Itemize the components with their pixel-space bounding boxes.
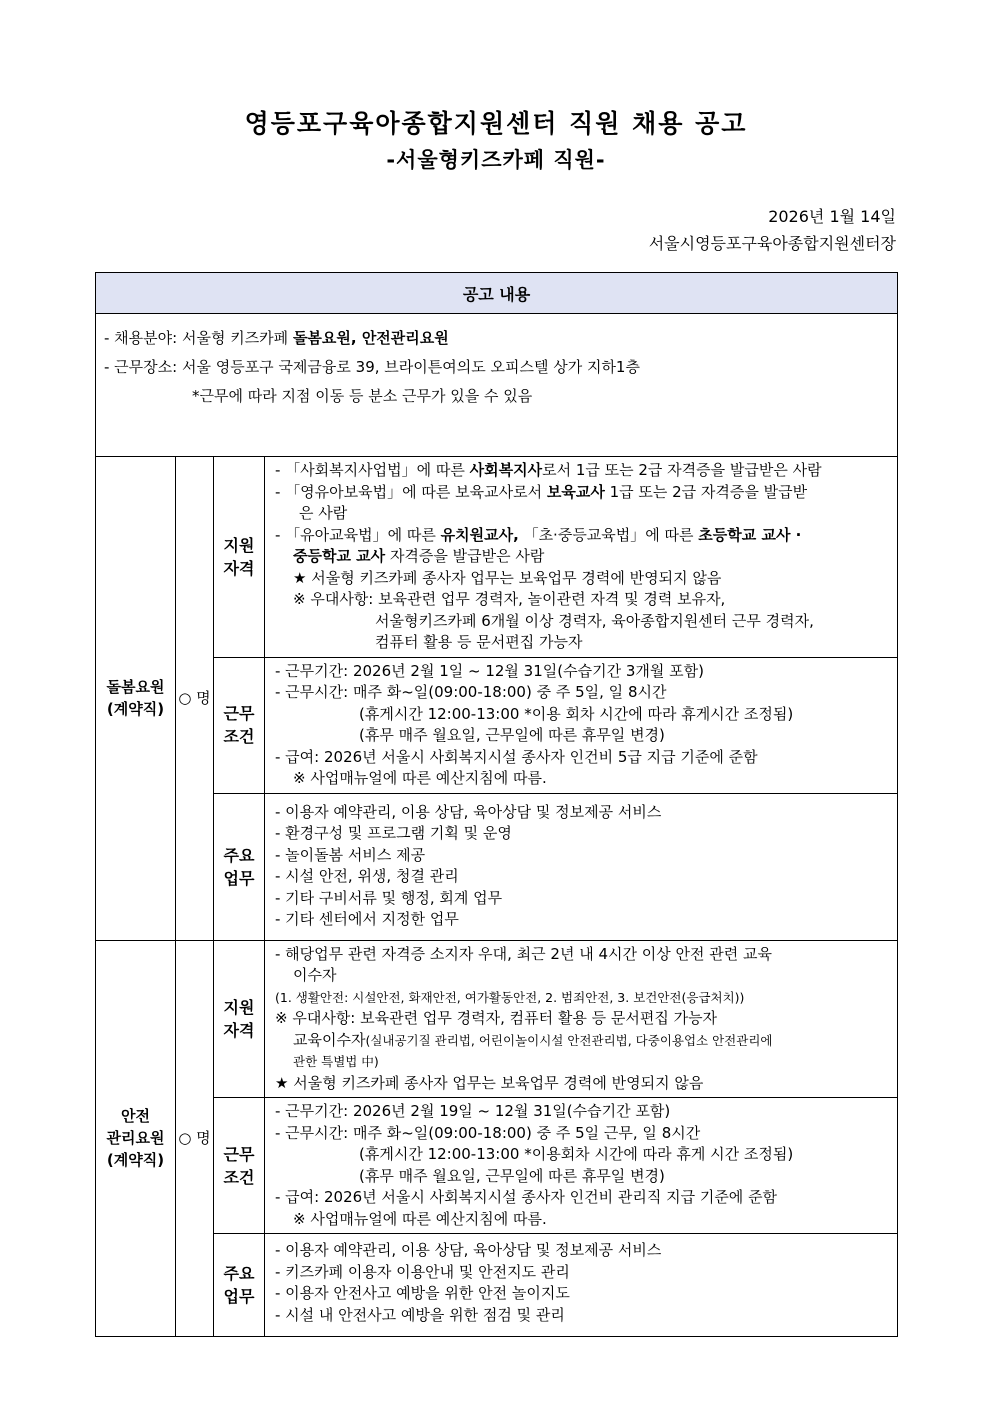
care-condition: [265, 657, 898, 793]
page-subtitle: -서울형키즈카페 직원-: [386, 148, 606, 172]
list-item: - 시설 내 안전사고 예방을 위한 점검 및 관리: [275, 1305, 565, 1324]
list-item: - 환경구성 및 프로그램 기획 및 운영: [275, 824, 512, 842]
role-safety-count: ○ 명: [176, 940, 214, 1337]
text-line: (휴게시간 12:00-13:00 *이용회차 시간에 따라 휴게 시간 조정됨): [359, 1145, 794, 1163]
text-line: (1. 생활안전: 시설안전, 화재안전, 여가활동안전, 2. 범죄안전, 3. 보건안전(응급처치)): [275, 989, 745, 1005]
location-note: *근무에 따라 지점 이동 등 분소 근무가 있을 수 있음: [192, 387, 533, 405]
text-line: - 「영유아보육법」에 따른 보육교사로서: [275, 482, 547, 501]
text-line: (실내공기질 관리법, 어린이놀이시설 안전관리법, 다중이용업소 안전관리에: [365, 1032, 773, 1048]
text-line: ※ 우대사항: 보육관련 업무 경력자, 놀이관련 자격 및 경력 보유자,: [293, 590, 726, 608]
care-qualification: [265, 457, 898, 658]
text-line: 교육이수자: [293, 1030, 366, 1049]
recruit-field: [104, 324, 889, 353]
text-line: 사회복지사: [469, 461, 543, 479]
text-line: [275, 1030, 891, 1052]
role-care-staff: 돌봄요원 (계약직): [96, 457, 176, 941]
text-line: (휴무 매주 월요일, 근무일에 따른 휴무일 변경): [359, 1166, 665, 1185]
list-item: - 시설 안전, 위생, 청결 관리: [275, 867, 459, 885]
text-line: - 근무기간: 2026년 2월 19일 ~ 12월 31일(수습기간 포함): [275, 1102, 671, 1120]
safety-duty: [265, 1234, 898, 1337]
text-line: 중등학교 교사: [293, 547, 386, 565]
text-line: ※ 사업매뉴얼에 따른 예산지침에 따름.: [293, 769, 547, 787]
text-line: 「초·중등교육법」에 따른: [518, 525, 699, 544]
role-care-count: ○ 명: [176, 457, 214, 941]
text-line: 서울형키즈카페 6개월 이상 경력자, 육아종합지원센터 근무 경력자,: [375, 611, 814, 630]
announcement-table: [95, 272, 898, 1337]
safety-qualification: [265, 940, 898, 1098]
list-item: - 기타 구비서류 및 행정, 회계 업무: [275, 888, 503, 907]
text-line: 초등학교 교사 ·: [698, 525, 802, 544]
safety-duty-label: 주요 업무: [214, 1234, 265, 1337]
issuing-organization: 서울시영등포구육아종합지원센터장: [648, 234, 896, 253]
text-line: 이수자: [293, 966, 337, 984]
role-safety-staff: 안전 관리요원 (계약직): [96, 940, 176, 1337]
text-line: 1급 또는 2급 자격증을 발급받: [604, 482, 808, 501]
safety-qualification-label: 지원 자격: [214, 940, 265, 1098]
list-item: - 이용자 예약관리, 이용 상담, 육아상담 및 정보제공 서비스: [275, 802, 662, 821]
text-line: - 「유아교육법」에 따른: [275, 525, 441, 544]
text-line: [275, 546, 891, 568]
text-line: - 해당업무 관련 자격증 소지자 우대, 최근 2년 내 4시간 이상 안전 관련 교육: [275, 944, 772, 963]
text-line: - 근무시간: 매주 화~일(09:00-18:00) 중 주 5일 근무, 일 8시간: [275, 1123, 701, 1142]
text-line: ※ 우대사항: 보육관련 업무 경력자, 컴퓨터 활용 등 문서편집 가능자: [275, 1009, 718, 1027]
safety-condition-label: 근무 조건: [214, 1098, 265, 1234]
care-duty-label: 주요 업무: [214, 793, 265, 940]
text-line: - 채용분야: 서울형 키즈카페: [104, 329, 293, 347]
text-line: [275, 460, 891, 482]
list-item: - 놀이돌봄 서비스 제공: [275, 845, 426, 864]
safety-condition: [265, 1098, 898, 1234]
list-item: - 이용자 안전사고 예방을 위한 안전 놀이지도: [275, 1284, 570, 1302]
text-line: 보육교사: [546, 482, 605, 501]
text-line: ※ 사업매뉴얼에 따른 예산지침에 따름.: [293, 1209, 547, 1228]
care-qualification-label: 지원 자격: [214, 457, 265, 658]
intro-section: [96, 314, 898, 457]
list-item: - 이용자 예약관리, 이용 상담, 육아상담 및 정보제공 서비스: [275, 1241, 662, 1259]
text-line: (휴게시간 12:00-13:00 *이용 회차 시간에 따라 휴게시간 조정됨): [359, 704, 794, 723]
text-line: - 근무기간: 2026년 2월 1일 ~ 12월 31일(수습기간 3개월 포함): [275, 661, 704, 680]
text-line: 로서 1급 또는 2급 자격증을 발급받은 사람: [542, 461, 822, 479]
text-line: 은 사람: [299, 504, 348, 522]
list-item: - 기타 센터에서 지정한 업무: [275, 910, 459, 928]
text-line: 관한 특별법 中): [293, 1054, 379, 1069]
text-line: [275, 482, 891, 504]
text-line: 자격증을 발급받은 사람: [385, 547, 545, 565]
care-condition-label: 근무 조건: [214, 657, 265, 793]
page-title: 영등포구육아종합지원센터 직원 채용 공고: [244, 109, 748, 138]
text-line: 컴퓨터 활용 등 문서편집 가능자: [375, 633, 583, 651]
text-line: ★ 서울형 키즈카페 종사자 업무는 보육업무 경력에 반영되지 않음: [293, 568, 722, 587]
care-duty: [265, 793, 898, 940]
text-line: 유치원교사,: [440, 525, 519, 544]
text-line: 돌봄요원, 안전관리요원: [292, 329, 449, 347]
work-location: - 근무장소: 서울 영등포구 국제금융로 39, 브라이튼여의도 오피스텔 상가 지하1층: [104, 358, 640, 376]
list-item: - 키즈카페 이용자 이용안내 및 안전지도 관리: [275, 1262, 570, 1281]
text-line: - 「사회복지사업법」에 따른: [275, 461, 470, 479]
text-line: - 근무시간: 매주 화~일(09:00-18:00) 중 주 5일, 일 8시간: [275, 683, 667, 701]
text-line: - 급여: 2026년 서울시 사회복지시설 종사자 인건비 5급 지급 기준에 준함: [275, 747, 758, 766]
text-line: ★ 서울형 키즈카페 종사자 업무는 보육업무 경력에 반영되지 않음: [275, 1073, 704, 1092]
table-header: 공고 내용: [96, 273, 898, 314]
text-line: (휴무 매주 월요일, 근무일에 따른 휴무일 변경): [359, 726, 665, 744]
text-line: - 급여: 2026년 서울시 사회복지시설 종사자 인건비 관리직 지급 기준에 준함: [275, 1188, 778, 1206]
text-line: [275, 525, 891, 547]
announcement-date: 2026년 1월 14일: [768, 207, 896, 226]
